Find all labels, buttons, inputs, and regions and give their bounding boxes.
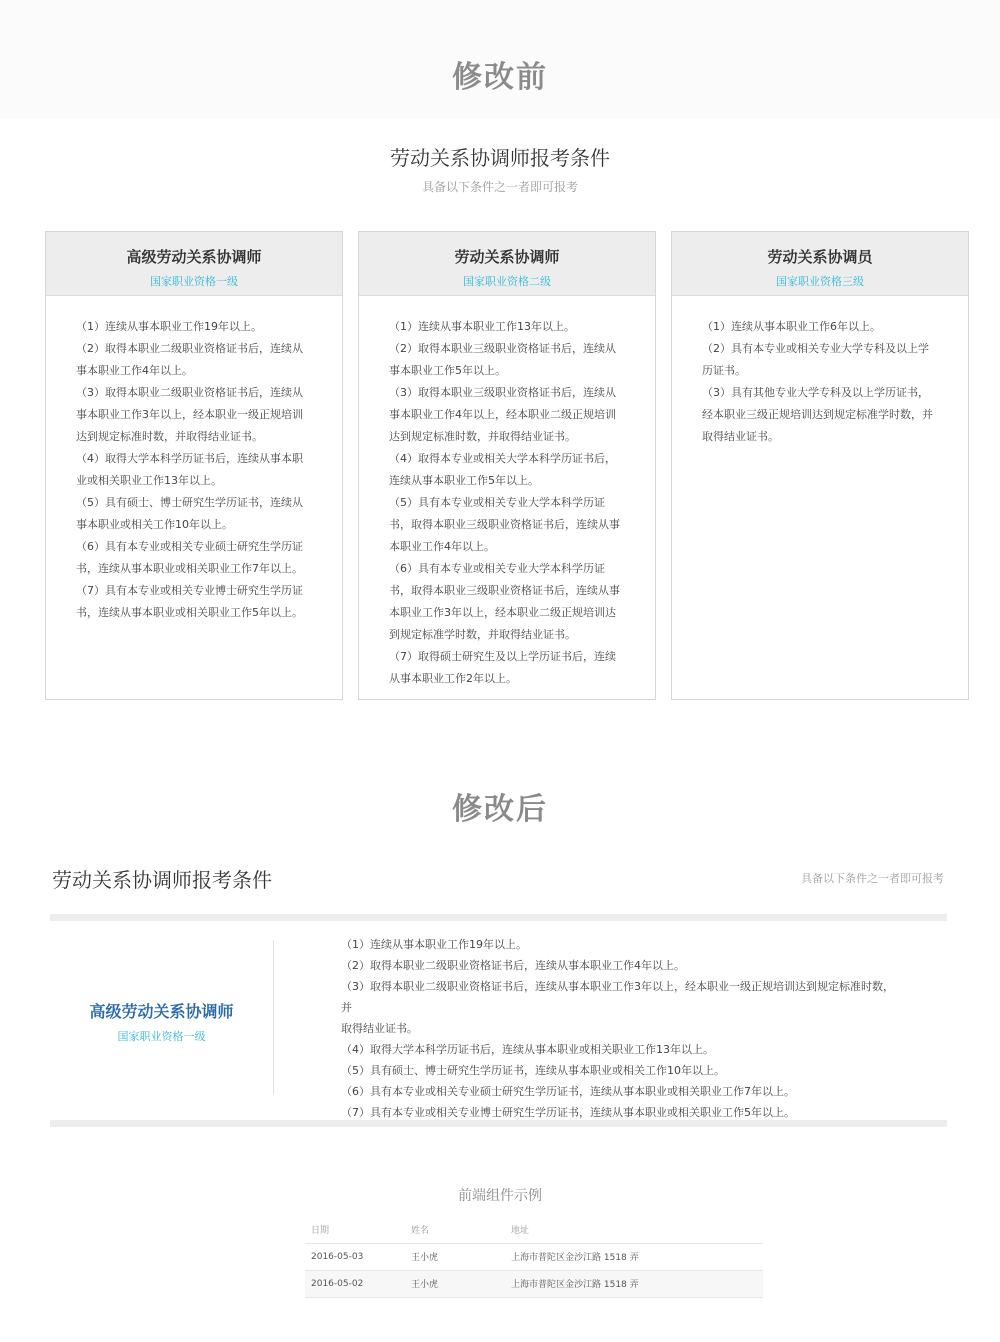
card-line: （1）连续从事本职业工作13年以上。 [389,320,575,333]
card-line: （5）具有本专业或相关专业大学本科学历证 [389,496,605,509]
card-line: （6）具有本专业或相关专业硕士研究生学历证 [76,540,303,553]
level-block-title: 高级劳动关系协调师 [89,1002,234,1021]
card-line: 书，取得本职业三级职业资格证书后，连续从事 [389,518,620,531]
cell-name: 王小虎 [405,1270,505,1297]
card-line: （3）具有其他专业大学专科及以上学历证书， [702,386,929,399]
card-line: （7）具有本专业或相关专业博士研究生学历证 [76,584,303,597]
card-line: （2）具有本专业或相关专业大学专科及以上学 [702,342,929,355]
table-header-row [305,1217,763,1243]
level-block-level: 国家职业资格一级 [117,1030,206,1043]
card-line: 事本职业工作5年以上。 [389,364,506,377]
card-body [359,296,655,690]
card-line: 事本职业工作4年以上。 [76,364,193,377]
card-line: （3）取得本职业二级职业资格证书后，连续从 [76,386,303,399]
before-heading: 修改前 [452,60,548,95]
condition-line: （7）具有本专业或相关专业博士研究生学历证书，连续从事本职业或相关职业工作5年以上。 [341,1106,795,1119]
card-line: 连续从事本职业工作5年以上。 [389,474,539,487]
card-line: 达到规定标准时数，并取得结业证书。 [76,430,263,443]
demo-title: 前端组件示例 [458,1188,542,1204]
card-line: （1）连续从事本职业工作6年以上。 [702,320,881,333]
cell-date: 2016-05-02 [305,1270,405,1297]
after-heading: 修改后 [452,792,548,827]
card-line: 事本职业工作4年以上，经本职业二级正规培训 [389,408,616,421]
card-body [46,296,342,624]
card-line: 达到规定标准时数，并取得结业证书。 [389,430,576,443]
divider-strip [50,1120,947,1127]
card-title: 高级劳动关系协调师 [126,248,262,266]
cell-address: 上海市普陀区金沙江路 1518 弄 [505,1243,763,1270]
table-row[interactable] [305,1270,763,1297]
card-level: 国家职业资格三级 [776,275,864,288]
card-title: 劳动关系协调员 [767,248,873,266]
level-block [50,940,274,1094]
cell-address: 上海市普陀区金沙江路 1518 弄 [505,1270,763,1297]
card-line: （5）具有硕士、博士研究生学历证书，连续从 [76,496,303,509]
condition-line: （5）具有硕士、博士研究生学历证书，连续从事本职业或相关工作10年以上。 [341,1064,725,1077]
card-line: 事本职业工作3年以上，经本职业一级正规培训 [76,408,303,421]
condition-line: （6）具有本专业或相关专业硕士研究生学历证书，连续从事本职业或相关职业工作7年以上。 [341,1085,795,1098]
condition-line: 取得结业证书。 [341,1022,418,1035]
card-line: （7）取得硕士研究生及以上学历证书后，连续 [389,650,616,663]
card-line: 到规定标准学时数，并取得结业证书。 [389,628,576,641]
after-title: 劳动关系协调师报考条件 [52,868,272,892]
card-line: 业或相关职业工作13年以上。 [76,474,222,487]
after-note: 具备以下条件之一者即可报考 [801,872,944,885]
card-level: 国家职业资格一级 [150,275,238,288]
condition-line: （3）取得本职业二级职业资格证书后，连续从事本职业工作3年以上，经本职业一级正规培训达到规定标准时数，并 [341,980,894,1014]
card-line: 书，取得本职业三级职业资格证书后，连续从事 [389,584,620,597]
card-line: （2）取得本职业三级职业资格证书后，连续从 [389,342,616,355]
column-header-date: 日期 [305,1217,405,1243]
column-header-address: 地址 [505,1217,763,1243]
card-line: 历证书。 [702,364,746,377]
condition-line: （2）取得本职业二级职业资格证书后，连续从事本职业工作4年以上。 [341,959,685,972]
before-title: 劳动关系协调师报考条件 [390,146,610,170]
card-line: 取得结业证书。 [702,430,779,443]
card-line: 经本职业三级正规培训达到规定标准学时数，并 [702,408,933,421]
column-header-name: 姓名 [405,1217,505,1243]
card-level: 国家职业资格二级 [463,275,551,288]
demo-table [305,1217,763,1298]
before-subtitle: 具备以下条件之一者即可报考 [421,180,578,194]
card-line: （2）取得本职业二级职业资格证书后，连续从 [76,342,303,355]
card-line: （3）取得本职业三级职业资格证书后，连续从 [389,386,616,399]
condition-line: （4）取得大学本科学历证书后，连续从事本职业或相关职业工作13年以上。 [341,1043,714,1056]
card-line: （4）取得本专业或相关大学本科学历证书后， [389,452,616,465]
cell-date: 2016-05-03 [305,1243,405,1270]
card-middle [358,231,656,700]
card-line: 事本职业或相关工作10年以上。 [76,518,233,531]
card-line: 本职业工作3年以上，经本职业二级正规培训达 [389,606,616,619]
card-line: （6）具有本专业或相关专业大学本科学历证 [389,562,605,575]
card-line: （1）连续从事本职业工作19年以上。 [76,320,262,333]
card-junior [671,231,969,700]
condition-line: （1）连续从事本职业工作19年以上。 [341,938,527,951]
cell-name: 王小虎 [405,1243,505,1270]
card-title: 劳动关系协调师 [454,248,560,266]
card-line: 从事本职业工作2年以上。 [389,672,517,685]
card-line: 本职业工作4年以上。 [389,540,495,553]
card-line: 书，连续从事本职业或相关职业工作7年以上。 [76,562,303,575]
divider-strip [50,914,947,921]
condition-list [341,934,901,1123]
card-senior [45,231,343,700]
card-line: 书，连续从事本职业或相关职业工作5年以上。 [76,606,303,619]
card-head [672,232,968,296]
card-head [359,232,655,296]
card-line: （4）取得大学本科学历证书后，连续从事本职 [76,452,303,465]
card-body [672,296,968,448]
card-head [46,232,342,296]
table-row[interactable] [305,1243,763,1270]
